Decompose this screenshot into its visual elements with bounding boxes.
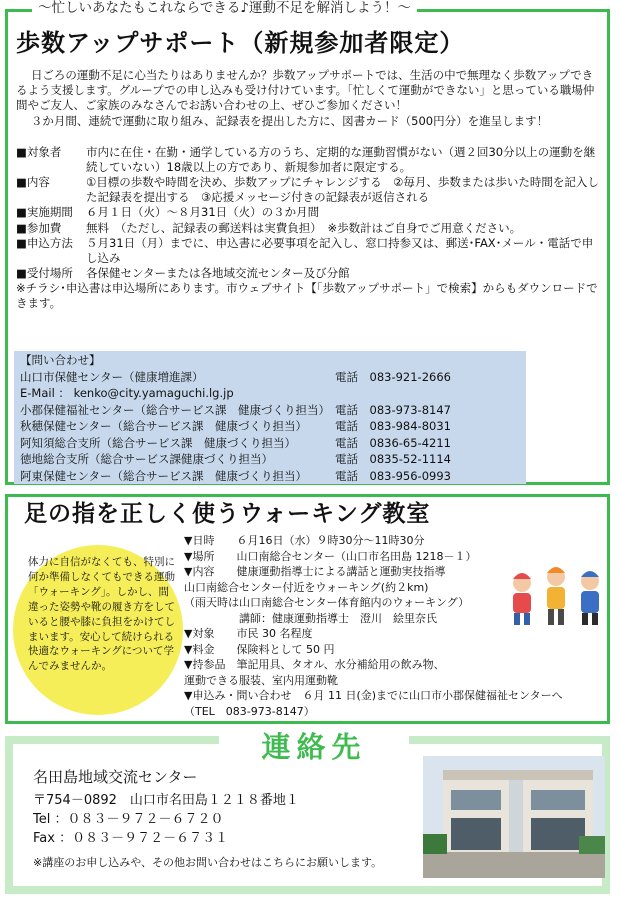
detail-label: ■内容	[16, 175, 50, 190]
contact-box	[14, 351, 526, 484]
contact-line	[20, 386, 520, 403]
detail-row-place	[16, 266, 604, 281]
info-line: ▼場所 山口南総合センター（山口市名田島 1218－１）	[184, 549, 477, 563]
detail-label: ■申込方法	[16, 235, 73, 250]
reward-paragraph: ３か月間、連続で運動に取り組み、記録表を提出した方に、図書カード（500円分）を進呈します！	[30, 113, 549, 128]
contact-tel: 電話 0836-65-4211	[335, 435, 451, 450]
intro-paragraph: 日ごろの運動不足に心当たりはありませんか？歩数アップサポートでは、生活の中で無理なく歩数アップできるよう支援します。グループでの申し込みも受け付けています。「忙しくて運動ができない」と思っている職場仲間やご友人、ご家族のみなさんでお誘い合わせの上、ぜひご参加ください！	[16, 68, 595, 113]
info-line: ▼対象 市民 30 名程度	[184, 627, 313, 640]
detail-row-target	[16, 145, 604, 175]
detail-value: ５月31日（月）までに、申込書に必要事項を記入し、窓口持参又は、郵送･FAX･メール・電話で申し込み	[86, 235, 594, 265]
office-contact	[33, 792, 299, 849]
info-line: ▼日時 ６月16日（水）９時30分～11時30分	[184, 534, 425, 547]
detail-value: ６月１日（火）～８月31日（火）の３か月間	[86, 205, 320, 220]
contact-tel: 電話 083-921-2666	[335, 369, 451, 384]
info-line: 山口南総合センター付近をウォーキング(約２km)	[184, 580, 429, 594]
building-photo	[423, 756, 605, 878]
bubble-text: 体力に自信がなくても、特別に何か準備しなくてもできる運動「ウォーキング」。しかし、間違った姿勢や靴の履き方をしていると腰や膝に負担をかけてしまいます。安心して続けられる快適なウォーキングについて学んでみませんか。	[28, 556, 175, 673]
step-up-support-section	[5, 0, 610, 485]
office-name: 名田島地域交流センター	[33, 768, 198, 786]
contact-name: 阿東保健センター（総合サービス課 健康づくり担当）	[20, 468, 308, 483]
download-note: ※チラシ･申込書は申込場所にあります。市ウェブサイト【「歩数アップサポート」で検索】からもダウンロードできます。	[16, 281, 598, 311]
detail-label: ■対象者	[16, 144, 62, 159]
walking-class-section	[5, 494, 610, 724]
section-title: 歩数アップサポート（新規参加者限定）	[16, 29, 465, 57]
detail-row-period	[16, 205, 604, 220]
contact-email[interactable]: E-Mail ： kenko@city.yamaguchi.lg.jp	[20, 386, 234, 400]
info-line: （雨天時は山口南総合センター体育館内のウォーキング）	[184, 596, 470, 609]
info-line: ▼料金 保険料として 50 円	[184, 642, 335, 656]
contact-line	[20, 419, 520, 436]
contact-line	[20, 469, 520, 486]
office-tel: Tel ：０８３－９７２－６７２０	[33, 811, 224, 827]
section-title: 連絡先	[219, 728, 409, 764]
contact-tel: 電話 083-984-8031	[335, 419, 451, 433]
info-line: ▼持参品 筆記用具、タオル、水分補給用の飲み物、	[184, 658, 445, 671]
contact-line	[20, 370, 520, 387]
detail-value: 各保健センターまたは各地域交流センター及び分館	[86, 266, 350, 281]
contact-name: 小郡保健福祉センター（総合サービス課 健康づくり担当）	[20, 402, 331, 417]
office-fax: Fax ：０８３－９７２－６７３１	[33, 830, 229, 846]
detail-label: ■実施期間	[16, 205, 73, 220]
contact-tel: 電話 0835-52-1114	[335, 452, 451, 466]
contact-heading: 【問い合わせ】	[20, 353, 101, 367]
contact-line	[20, 436, 520, 453]
contact-tel: 電話 083-973-8147	[335, 402, 451, 417]
info-line: 運動できる服装、室内用運動靴	[184, 673, 338, 687]
detail-value: 無料 （ただし、記録表の郵送料は実費負担） ※歩数計はご自身でご用意ください。	[86, 220, 522, 235]
contact-name: 徳地総合支所（総合サービス課健康づくり担当）	[20, 452, 273, 466]
walking-people-illustration	[500, 563, 612, 627]
section-title: 足の指を正しく使うウォーキング教室	[24, 501, 431, 527]
detail-row-content	[16, 175, 604, 205]
detail-row-fee	[16, 221, 604, 236]
contact-tel: 電話 083-956-0993	[335, 468, 451, 483]
detail-label: ■受付場所	[16, 266, 73, 281]
contact-line	[20, 452, 520, 469]
detail-value: 市内に在住・在勤・通学している方のうち、定期的な運動習慣がない（週２回30分以上の運動を継続していない）18歳以上の方であり、新規参加者に限定する。	[86, 144, 596, 174]
tagline: 〜忙しいあなたもこれならできる♪運動不足を解消しよう！〜	[32, 0, 417, 18]
info-line: 講師：健康運動指導士 澄川 絵里奈氏	[184, 611, 437, 625]
detail-row-apply	[16, 236, 604, 266]
detail-label: ■参加費	[16, 220, 62, 235]
contact-name: 秋穂保健センター（総合サービス課 健康づくり担当）	[20, 419, 308, 433]
contact-line	[20, 403, 520, 420]
section-body	[16, 68, 604, 312]
contact-name: 阿知須総合支所（総合サービス課 健康づくり担当）	[20, 435, 296, 450]
contact-name: 山口市保健センター（健康増進課）	[20, 369, 204, 384]
contact-note: ※講座のお申し込みや、その他お問い合わせはこちらにお願いします。	[33, 856, 383, 869]
info-line: ▼申込み・問い合わせ ６月 11 日(金)までに山口市小郡保健福祉センターへ	[184, 689, 563, 702]
info-line: ▼内容 健康運動指導士による講話と運動実技指導	[184, 565, 446, 578]
contact-section	[5, 730, 610, 894]
info-line: （TEL 083-973-8147）	[184, 704, 315, 718]
detail-value: ①目標の歩数や時間を決め、歩数アップにチャレンジする ②毎月、歩数または歩いた時間を記入した記録表を提出する ③応援メッセージ付きの記録表が返信される	[86, 175, 599, 205]
office-address: 〒754－0892 山口市名田島１２１８番地１	[33, 793, 299, 808]
